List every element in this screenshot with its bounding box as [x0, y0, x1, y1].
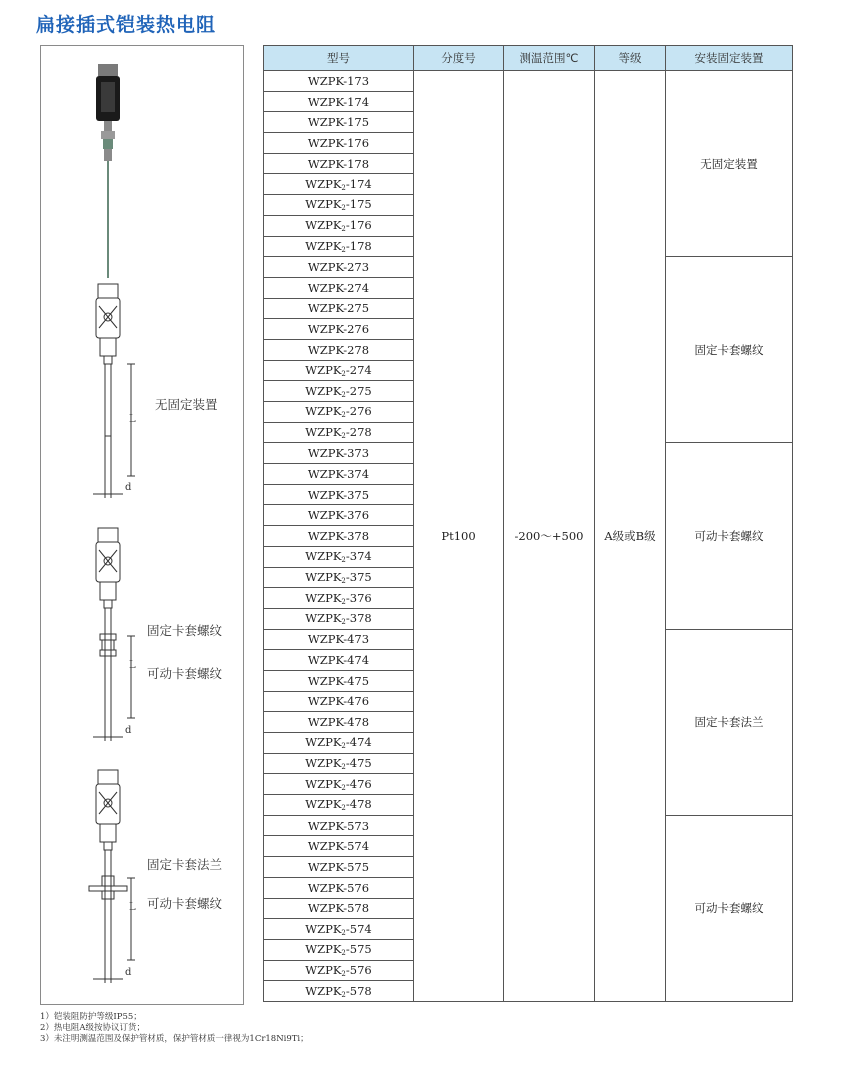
model-base: WZPK: [305, 756, 342, 771]
model-suffix: -574: [343, 839, 370, 854]
model-suffix: -175: [343, 115, 370, 130]
header-mount: 安装固定装置: [666, 46, 793, 71]
model-suffix: -575: [345, 942, 372, 957]
model-base: WZPK: [307, 260, 344, 275]
model-cell: [264, 71, 414, 92]
dim-L-label: L: [129, 902, 136, 913]
model-sub: 2: [341, 763, 346, 772]
model-base: WZPK: [305, 921, 342, 936]
model-cell: [264, 857, 414, 878]
model-cell: [264, 443, 414, 464]
model-base: WZPK: [307, 632, 344, 647]
model-suffix: -376: [345, 590, 372, 605]
model-suffix: -373: [343, 446, 370, 461]
model-cell: [264, 91, 414, 112]
model-cell: [264, 236, 414, 257]
model-base: WZPK: [307, 94, 344, 109]
model-base: WZPK: [307, 487, 344, 502]
page-title: 扁接插式铠装热电阻: [36, 14, 217, 36]
model-sub: 2: [341, 204, 346, 213]
model-suffix: -575: [343, 859, 370, 874]
model-suffix: -278: [345, 425, 372, 440]
model-suffix: -178: [343, 156, 370, 171]
model-base: WZPK: [307, 673, 344, 688]
model-base: WZPK: [305, 425, 342, 440]
model-suffix: -476: [345, 776, 372, 791]
graduation-cell: Pt100: [414, 71, 504, 1002]
model-base: WZPK: [305, 569, 342, 584]
model-cell: [264, 546, 414, 567]
drawing-panel: [40, 45, 244, 1005]
model-cell: [264, 774, 414, 795]
header-range: 测温范围℃: [504, 46, 595, 71]
model-base: WZPK: [307, 859, 344, 874]
sensor-drawing-flange: [89, 770, 135, 983]
model-suffix: -276: [345, 404, 372, 419]
model-suffix: -375: [345, 569, 372, 584]
header-graduation: 分度号: [414, 46, 504, 71]
model-base: WZPK: [305, 218, 342, 233]
table-header-row: [264, 46, 793, 71]
mount-cell: 固定卡套法兰: [666, 629, 793, 815]
model-suffix: -274: [345, 362, 372, 377]
model-suffix: -578: [345, 983, 372, 998]
model-base: WZPK: [305, 942, 342, 957]
spec-table: [263, 45, 793, 1002]
model-base: WZPK: [305, 404, 342, 419]
table-row: [264, 71, 793, 92]
model-base: WZPK: [305, 797, 342, 812]
model-cell: [264, 567, 414, 588]
note-1: 1）铠装阻防护等级IP55；: [40, 1012, 142, 1022]
model-cell: [264, 133, 414, 154]
model-base: WZPK: [307, 466, 344, 481]
model-cell: [264, 877, 414, 898]
model-suffix: -176: [345, 218, 372, 233]
model-base: WZPK: [305, 549, 342, 564]
dim-L-label: L: [129, 660, 136, 671]
model-sub: 2: [341, 183, 346, 192]
model-suffix: -478: [343, 715, 370, 730]
model-cell: [264, 981, 414, 1002]
model-cell: [264, 650, 414, 671]
model-cell: [264, 484, 414, 505]
model-sub: 2: [341, 949, 346, 958]
model-suffix: -573: [343, 818, 370, 833]
model-cell: [264, 712, 414, 733]
model-base: WZPK: [305, 611, 342, 626]
model-base: WZPK: [307, 322, 344, 337]
model-cell: [264, 360, 414, 381]
sensor-photo: [96, 64, 120, 278]
mount-cell: 可动卡套螺纹: [666, 443, 793, 629]
model-base: WZPK: [305, 238, 342, 253]
model-base: WZPK: [307, 135, 344, 150]
label-no-fix: 无固定装置: [155, 397, 218, 412]
label-movable-thread-2: 可动卡套螺纹: [147, 896, 223, 911]
model-base: WZPK: [307, 694, 344, 709]
model-base: WZPK: [307, 446, 344, 461]
model-cell: [264, 753, 414, 774]
model-cell: [264, 898, 414, 919]
model-cell: [264, 174, 414, 195]
model-cell: [264, 298, 414, 319]
header-model: 型号: [264, 46, 414, 71]
label-fixed-flange: 固定卡套法兰: [147, 857, 223, 872]
model-sub: 2: [341, 783, 346, 792]
model-cell: [264, 257, 414, 278]
model-base: WZPK: [307, 818, 344, 833]
model-sub: 2: [341, 618, 346, 627]
model-cell: [264, 836, 414, 857]
model-cell: [264, 402, 414, 423]
table-body: [264, 71, 793, 1002]
sensor-drawing-no-fix: [93, 284, 135, 498]
model-base: WZPK: [307, 280, 344, 295]
label-fixed-thread: 固定卡套螺纹: [147, 623, 223, 638]
model-cell: [264, 215, 414, 236]
model-base: WZPK: [307, 73, 344, 88]
model-cell: [264, 608, 414, 629]
note-2: 2）热电阻A级按协议订货；: [40, 1023, 146, 1033]
model-suffix: -378: [343, 528, 370, 543]
model-base: WZPK: [307, 880, 344, 895]
dim-d-label: d: [125, 482, 132, 493]
dim-L-label: L: [129, 414, 136, 425]
dim-d-label: d: [125, 967, 132, 978]
model-base: WZPK: [307, 115, 344, 130]
model-base: WZPK: [307, 653, 344, 668]
model-sub: 2: [341, 597, 346, 606]
model-cell: [264, 691, 414, 712]
model-base: WZPK: [305, 590, 342, 605]
model-cell: [264, 422, 414, 443]
model-base: WZPK: [305, 962, 342, 977]
model-cell: [264, 381, 414, 402]
model-sub: 2: [341, 245, 346, 254]
model-cell: [264, 815, 414, 836]
model-suffix: -576: [343, 880, 370, 895]
model-suffix: -474: [345, 735, 372, 750]
model-cell: [264, 339, 414, 360]
model-base: WZPK: [307, 301, 344, 316]
model-suffix: -175: [345, 197, 372, 212]
model-cell: [264, 795, 414, 816]
model-base: WZPK: [307, 342, 344, 357]
range-cell: -200～+500: [504, 71, 595, 1002]
grade-cell: A级或B级: [595, 71, 666, 1002]
model-base: WZPK: [305, 176, 342, 191]
model-cell: [264, 670, 414, 691]
model-sub: 2: [341, 990, 346, 999]
model-suffix: -378: [345, 611, 372, 626]
model-cell: [264, 960, 414, 981]
model-suffix: -176: [343, 135, 370, 150]
model-suffix: -576: [345, 962, 372, 977]
note-3: 3）未注明测温范围及保护管材质，保护管材质一律视为1Cr18Ni9Ti；: [40, 1034, 309, 1044]
model-base: WZPK: [307, 715, 344, 730]
model-sub: 2: [341, 928, 346, 937]
model-cell: [264, 153, 414, 174]
model-suffix: -374: [345, 549, 372, 564]
mount-cell: 固定卡套螺纹: [666, 257, 793, 443]
model-suffix: -375: [343, 487, 370, 502]
model-base: WZPK: [307, 156, 344, 171]
model-suffix: -376: [343, 508, 370, 523]
model-suffix: -275: [343, 301, 370, 316]
model-base: WZPK: [305, 735, 342, 750]
model-cell: [264, 277, 414, 298]
model-cell: [264, 195, 414, 216]
model-base: WZPK: [305, 362, 342, 377]
footnotes: [40, 1012, 309, 1045]
model-sub: 2: [341, 369, 346, 378]
model-suffix: -476: [343, 694, 370, 709]
model-suffix: -178: [345, 238, 372, 253]
model-suffix: -478: [345, 797, 372, 812]
model-base: WZPK: [305, 383, 342, 398]
model-suffix: -475: [345, 756, 372, 771]
model-suffix: -574: [345, 921, 372, 936]
model-cell: [264, 919, 414, 940]
model-suffix: -174: [345, 176, 372, 191]
model-cell: [264, 526, 414, 547]
model-cell: [264, 733, 414, 754]
model-suffix: -374: [343, 466, 370, 481]
model-base: WZPK: [305, 197, 342, 212]
mount-cell: 可动卡套螺纹: [666, 815, 793, 1001]
model-cell: [264, 939, 414, 960]
model-cell: [264, 505, 414, 526]
model-sub: 2: [341, 556, 346, 565]
model-suffix: -278: [343, 342, 370, 357]
model-base: WZPK: [307, 528, 344, 543]
model-sub: 2: [341, 576, 346, 585]
model-base: WZPK: [307, 901, 344, 916]
sensor-drawing-thread: [93, 528, 135, 741]
model-base: WZPK: [307, 839, 344, 854]
model-cell: [264, 112, 414, 133]
model-base: WZPK: [305, 983, 342, 998]
model-sub: 2: [341, 390, 346, 399]
model-sub: 2: [341, 225, 346, 234]
model-suffix: -174: [343, 94, 370, 109]
model-suffix: -173: [343, 73, 370, 88]
model-cell: [264, 319, 414, 340]
model-sub: 2: [341, 411, 346, 420]
model-suffix: -275: [345, 383, 372, 398]
model-base: WZPK: [307, 508, 344, 523]
model-suffix: -578: [343, 901, 370, 916]
model-sub: 2: [341, 804, 346, 813]
header-grade: 等级: [595, 46, 666, 71]
model-suffix: -273: [343, 260, 370, 275]
mount-cell: 无固定装置: [666, 71, 793, 257]
model-sub: 2: [341, 742, 346, 751]
dim-d-label: d: [125, 725, 132, 736]
model-suffix: -473: [343, 632, 370, 647]
model-suffix: -474: [343, 653, 370, 668]
model-suffix: -274: [343, 280, 370, 295]
label-movable-thread: 可动卡套螺纹: [147, 666, 223, 681]
model-cell: [264, 588, 414, 609]
model-suffix: -475: [343, 673, 370, 688]
model-cell: [264, 629, 414, 650]
model-suffix: -276: [343, 322, 370, 337]
model-cell: [264, 464, 414, 485]
model-sub: 2: [341, 969, 346, 978]
model-sub: 2: [341, 432, 346, 441]
model-base: WZPK: [305, 776, 342, 791]
